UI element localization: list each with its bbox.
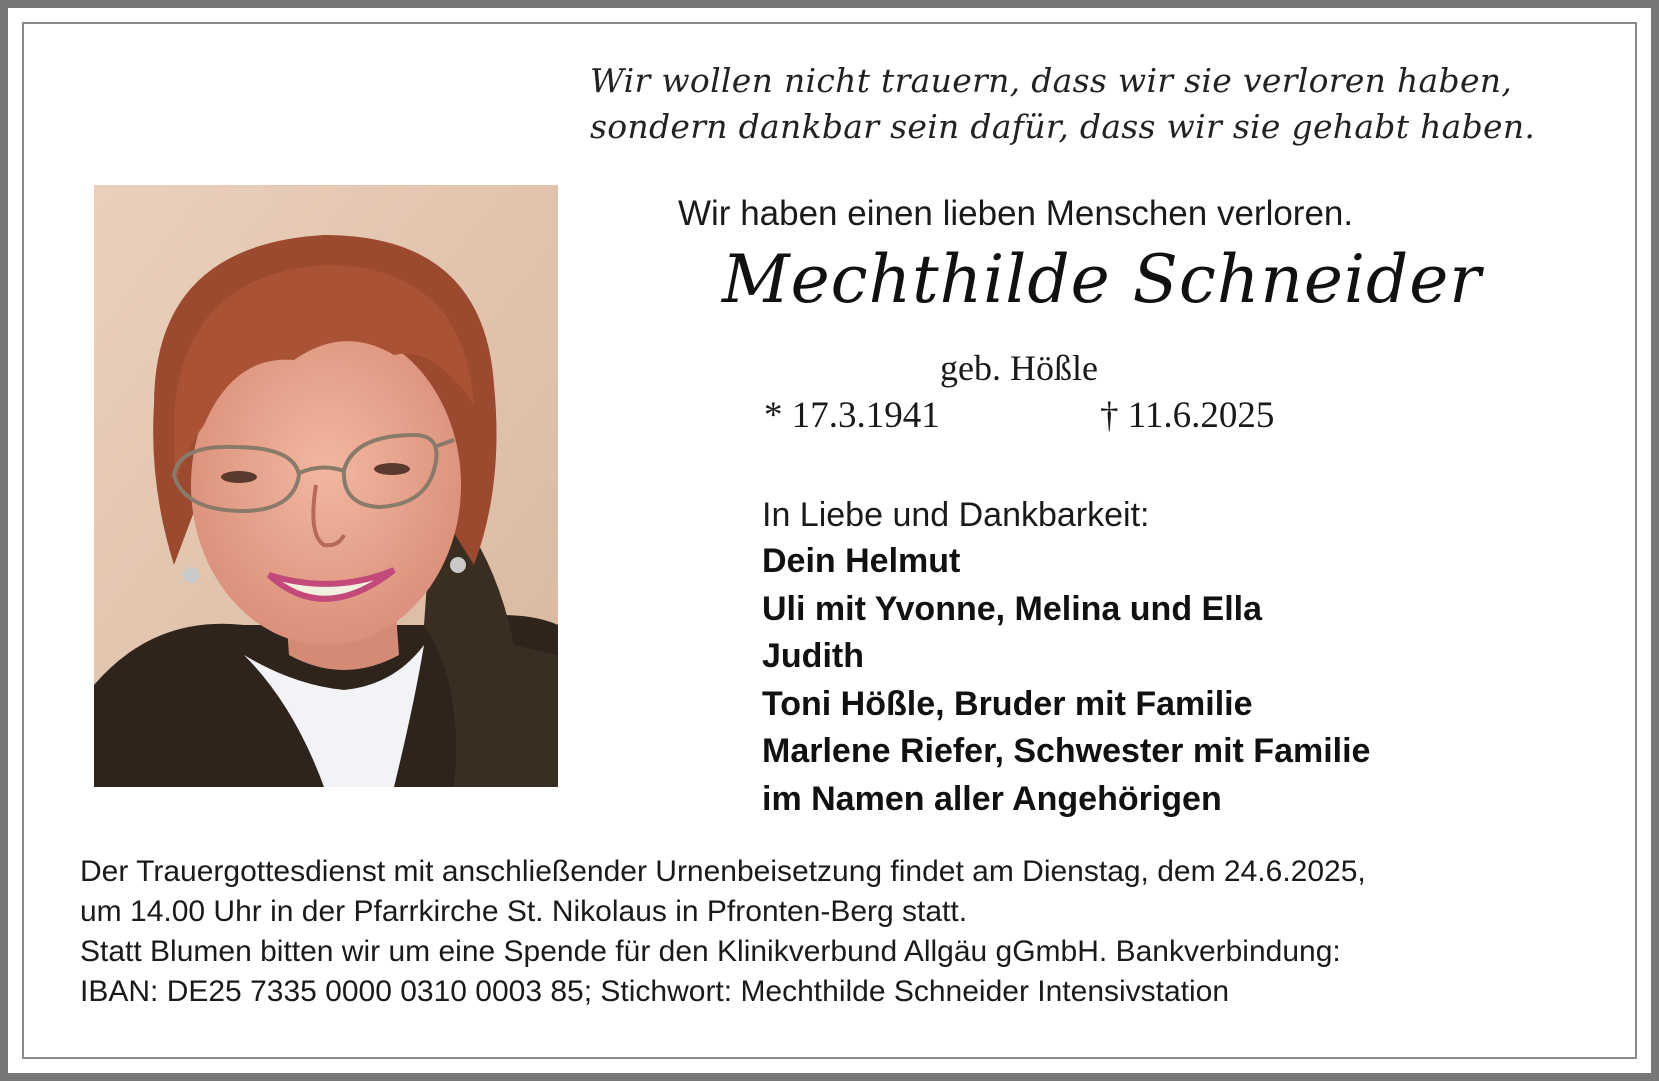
quote-line-1: Wir wollen nicht trauern, dass wir sie verloren haben, [590,61,1513,100]
mourners-list [762,538,1370,823]
mourner-line: Uli mit Yvonne, Melina und Ella [762,589,1263,628]
maiden-name: geb. Hößle [940,348,1098,388]
notice-line-3: Statt Blumen bitten wir um eine Spende für den Klinikverbund Allgäu gGmbH. Bankverbindung: [80,935,1341,968]
mourner-line: im Namen aller Angehörigen [762,779,1222,818]
mourner-line: Dein Helmut [762,542,961,580]
mourner-line: Judith [762,637,864,675]
notice-line-2: um 14.00 Uhr in der Pfarrkirche St. Nikolaus in Pfronten-Berg statt. [80,895,968,928]
intro-text: Wir haben einen lieben Menschen verloren. [678,194,1354,233]
notice-line-4: IBAN: DE25 7335 0000 0310 0003 85; Stichwort: Mechthilde Schneider Intensivstation [80,975,1230,1008]
death-date: † 11.6.2025 [1100,395,1275,436]
notice-line-1: Der Trauergottesdienst mit anschließender Urnenbeisetzung findet am Dienstag, dem 24.6.2025, [80,855,1366,888]
mourner-line: Toni Hößle, Bruder mit Familie [762,684,1253,723]
quote-line-2: sondern dankbar sein dafür, dass wir sie gehabt haben. [590,107,1536,146]
birth-date: * 17.3.1941 [764,395,940,436]
mourner-line: Marlene Riefer, Schwester mit Familie [762,732,1371,770]
portrait-illustration [94,185,558,787]
memorial-quote [590,58,1630,150]
funeral-notice [80,852,1620,1012]
portrait-photo [94,185,558,787]
deceased-name: Mechthilde Schneider [722,241,1482,318]
thanks-heading: In Liebe und Dankbarkeit: [762,496,1150,534]
